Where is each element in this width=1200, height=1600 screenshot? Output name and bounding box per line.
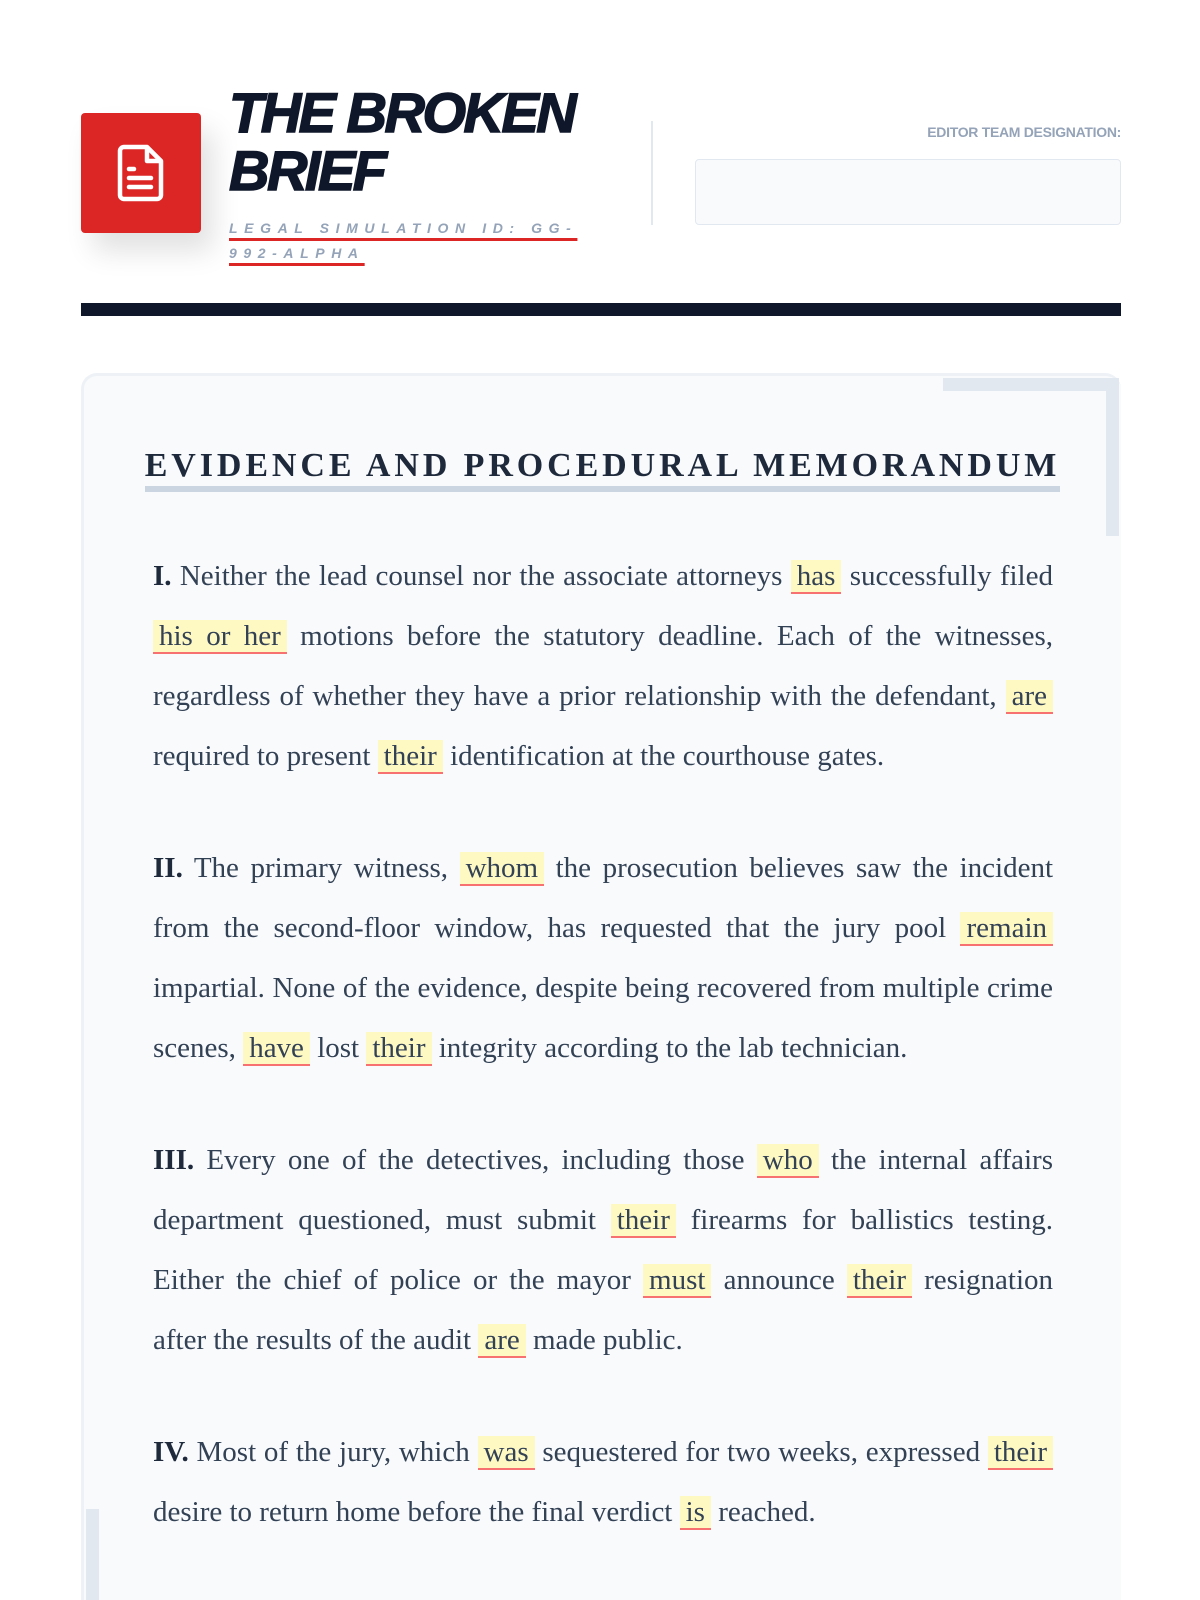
paragraph-numeral: III.	[153, 1144, 195, 1176]
highlighted-error-word[interactable]: their	[611, 1204, 676, 1238]
memorandum-body	[153, 546, 1053, 1594]
paragraph-3	[153, 1130, 1053, 1370]
paragraph-2	[153, 838, 1053, 1078]
paragraph-text: impartial. None of the evidence, despite being recovered from multiple crime scenes,	[153, 972, 1053, 1064]
simulation-id: LEGAL SIMULATION ID: GG-992-ALPHA	[229, 220, 578, 261]
paragraph-numeral: IV.	[153, 1436, 189, 1468]
paragraph-text: identification at the courthouse gates.	[442, 740, 885, 772]
highlighted-error-word[interactable]: remain	[960, 912, 1053, 946]
document-text-icon	[115, 143, 167, 203]
paragraph-text: successfully filed	[841, 560, 1053, 592]
paragraph-numeral: I.	[153, 560, 172, 592]
corner-accent-left	[86, 1509, 99, 1600]
highlighted-error-word[interactable]: are	[1006, 680, 1053, 714]
paragraph-text: firearms for ballistics testing. Either the chief of police or the mayor	[153, 1204, 1053, 1296]
paragraph-text: The primary witness,	[182, 852, 460, 884]
paragraph-text: Neither the lead counsel nor the associate attorneys	[171, 560, 791, 592]
paragraph-text: the prosecution believes saw the incident from the second-floor window, has requested that the jury pool	[153, 852, 1053, 944]
highlighted-error-word[interactable]: who	[757, 1144, 819, 1178]
team-designation-label: EDITOR TEAM DESIGNATION:	[927, 124, 1121, 140]
paragraph-text: Every one of the detectives, including those	[194, 1144, 757, 1176]
corner-accent-top	[943, 378, 1107, 391]
paragraph-text: integrity according to the lab technician.	[431, 1032, 908, 1064]
header-rule	[81, 303, 1121, 316]
highlighted-error-word[interactable]: their	[366, 1032, 431, 1066]
header-divider	[651, 121, 653, 225]
memorandum-document	[81, 373, 1121, 1600]
highlighted-error-word[interactable]: whom	[460, 852, 545, 886]
highlighted-error-word[interactable]: have	[243, 1032, 310, 1066]
highlighted-error-word[interactable]: is	[680, 1496, 711, 1530]
paragraph-text: resignation after the results of the audit	[153, 1264, 1053, 1356]
paragraph-text: sequestered for two weeks, expressed	[534, 1436, 988, 1468]
highlighted-error-word[interactable]: must	[643, 1264, 711, 1298]
highlighted-error-word[interactable]: his or her	[153, 620, 287, 654]
highlighted-error-word[interactable]: has	[791, 560, 842, 594]
highlighted-error-word[interactable]: was	[478, 1436, 535, 1470]
paragraph-text: reached.	[710, 1496, 816, 1528]
paragraph-text: Most of the jury, which	[188, 1436, 478, 1468]
app-title: THE BROKEN BRIEF	[229, 81, 575, 202]
paragraph-text: made public.	[525, 1324, 683, 1356]
paragraph-text: motions before the statutory deadline. Each of the witnesses, regardless of whether they have a prior relationship with the defendant,	[153, 620, 1054, 712]
paragraph-text: announce	[711, 1264, 847, 1296]
memorandum-title: EVIDENCE AND PROCEDURAL MEMORANDUM	[145, 446, 1061, 492]
paragraph-1	[153, 546, 1053, 786]
highlighted-error-word[interactable]: their	[988, 1436, 1053, 1470]
paragraph-text: the internal affairs department questioned, must submit	[153, 1144, 1053, 1236]
highlighted-error-word[interactable]: are	[478, 1324, 525, 1358]
team-designation-input[interactable]	[695, 159, 1121, 225]
paragraph-text: lost	[309, 1032, 367, 1064]
highlighted-error-word[interactable]: their	[378, 740, 443, 774]
paragraph-text: desire to return home before the final verdict	[153, 1496, 680, 1528]
header	[81, 80, 1121, 320]
highlighted-error-word[interactable]: their	[847, 1264, 912, 1298]
paragraph-text: required to present	[153, 740, 378, 772]
paragraph-4	[153, 1422, 1053, 1542]
logo	[81, 113, 201, 233]
paragraph-numeral: II.	[153, 852, 183, 884]
